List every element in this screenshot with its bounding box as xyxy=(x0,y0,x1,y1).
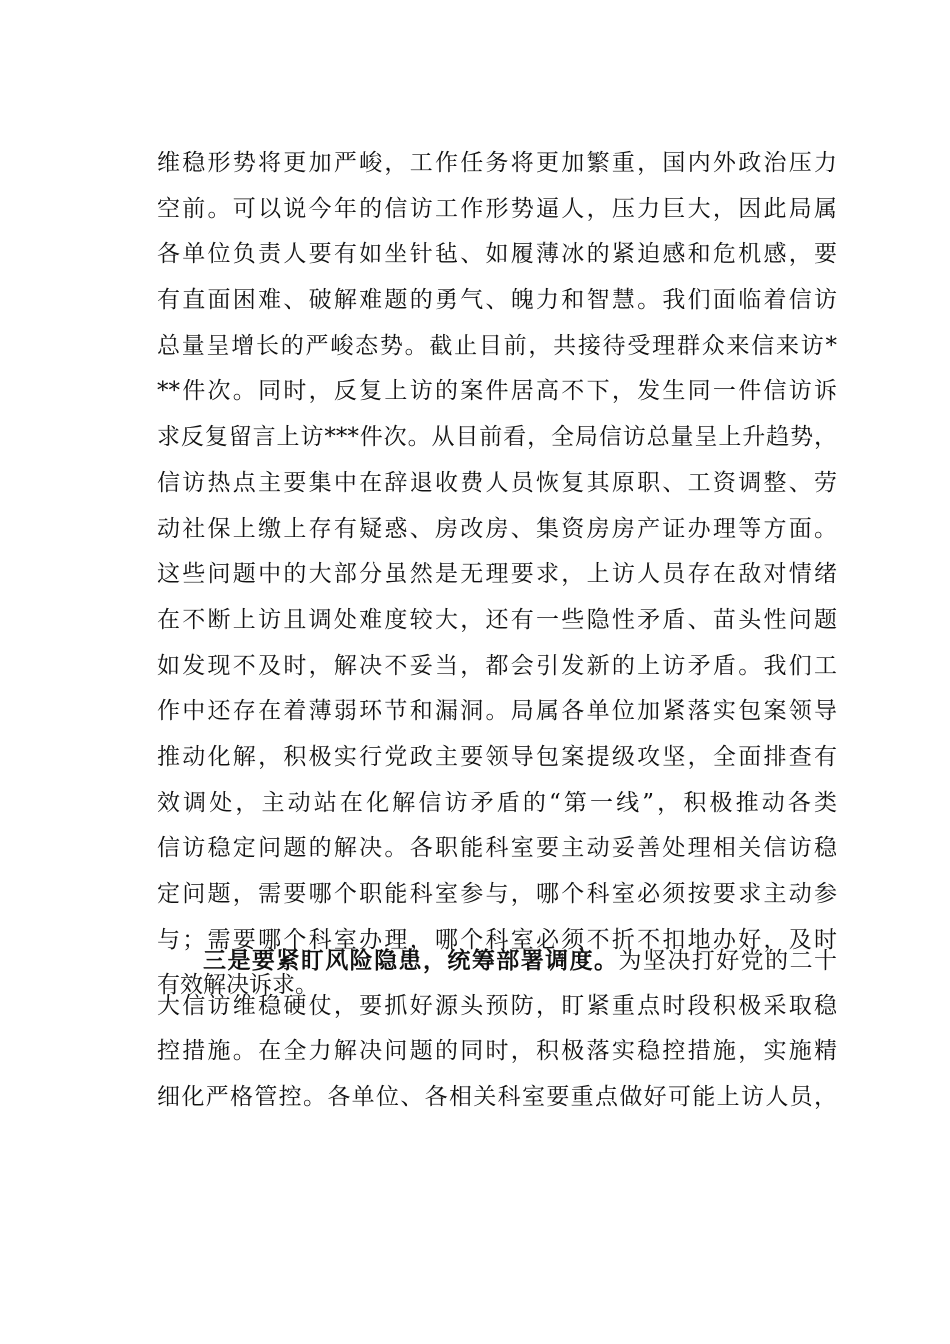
text-line: 有直面困难、破解难题的勇气、魄力和智慧。我们面临着信访 xyxy=(157,287,837,314)
paragraph-1 xyxy=(157,141,837,1009)
text-line: 这些问题中的大部分虽然是无理要求，上访人员存在敌对情绪 xyxy=(157,561,837,588)
paragraph-2 xyxy=(157,938,837,1121)
text-line: 有效解决诉求。 xyxy=(157,972,318,999)
text-line: 维稳形势将更加严峻，工作任务将更加繁重，国内外政治压力 xyxy=(157,150,837,176)
text-line: 效调处，主动站在化解信访矛盾的“第一线”，积极推动各类 xyxy=(157,789,837,816)
text-line: 在不断上访且调处难度较大，还有一些隐性矛盾、苗头性问题 xyxy=(157,606,837,633)
text-line: 信访热点主要集中在辞退收费人员恢复其原职、工资调整、劳 xyxy=(157,469,837,496)
paragraph-lead: 三是要紧盯风险隐患，统筹部署调度。 xyxy=(203,947,619,974)
text-line: 大信访维稳硬仗，要抓好源头预防，盯紧重点时段积极采取稳 xyxy=(157,992,837,1019)
text-line-first xyxy=(157,938,837,984)
text-line: 作中还存在着薄弱环节和漏洞。局属各单位加紧落实包案领导 xyxy=(157,698,837,725)
text-line: 与；需要哪个科室办理，哪个科室必须不折不扣地办好，及时 xyxy=(157,926,837,953)
text-line: 总量呈增长的严峻态势。截止目前，共接待受理群众来信来访* xyxy=(157,332,837,359)
text-line: 信访稳定问题的解决。各职能科室要主动妥善处理相关信访稳 xyxy=(157,835,837,862)
text-line: 控措施。在全力解决问题的同时，积极落实稳控措施，实施精 xyxy=(157,1038,837,1065)
text-line: 推动化解，积极实行党政主要领导包案提级攻坚，全面排查有 xyxy=(157,743,837,770)
paragraph-lead-rest: 为坚决打好党的二十 xyxy=(618,948,838,974)
text-line: 动社保上缴上存有疑惑、房改房、集资房房产证办理等方面。 xyxy=(157,515,837,542)
text-line: 空前。可以说今年的信访工作形势逼人，压力巨大，因此局属 xyxy=(157,195,837,222)
text-line: 细化严格管控。各单位、各相关科室要重点做好可能上访人员， xyxy=(157,1084,837,1111)
text-line: 定问题，需要哪个职能科室参与，哪个科室必须按要求主动参 xyxy=(157,881,837,907)
text-line: 如发现不及时，解决不妥当，都会引发新的上访矛盾。我们工 xyxy=(157,652,837,679)
text-line: **件次。同时，反复上访的案件居高不下，发生同一件信访诉 xyxy=(157,378,837,405)
text-line: 求反复留言上访***件次。从目前看，全局信访总量呈上升趋势， xyxy=(157,424,837,451)
text-line: 各单位负责人要有如坐针毡、如履薄冰的紧迫感和危机感，要 xyxy=(157,241,837,268)
